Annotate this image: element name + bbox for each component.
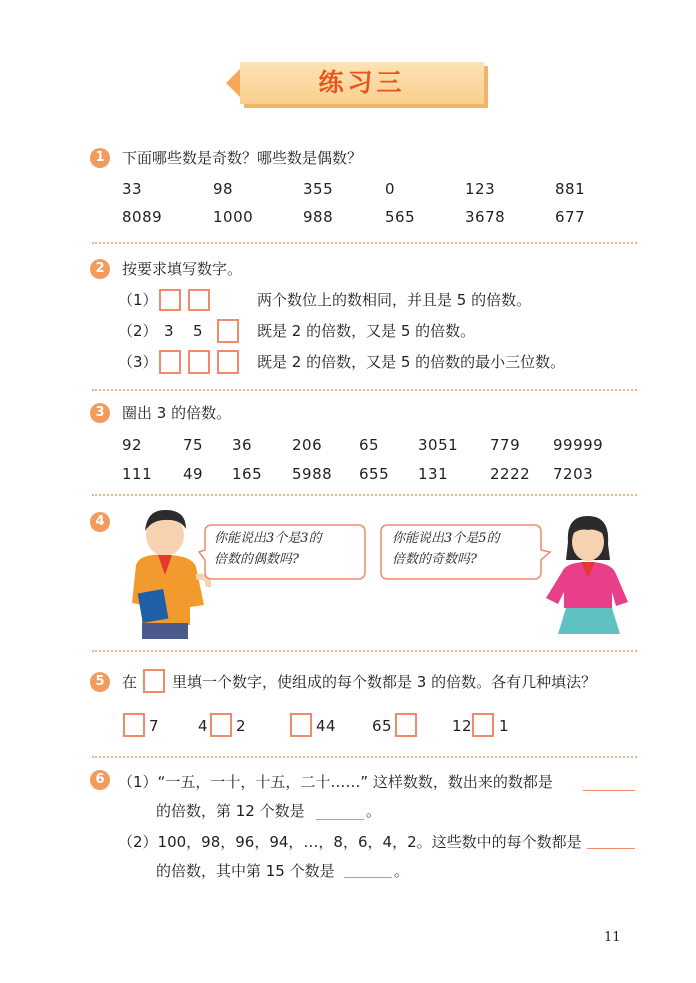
q1-number: 33 <box>122 180 143 198</box>
q1-number: 677 <box>555 208 586 226</box>
q1-number: 1000 <box>213 208 254 226</box>
q1-number: 0 <box>385 180 396 198</box>
section-divider <box>92 650 637 652</box>
q5-digits: 7 <box>149 717 160 735</box>
q2-digit: 5 <box>193 322 203 340</box>
q2-item-text: 既是 2 的倍数，又是 5 的倍数的最小三位数。 <box>257 353 566 371</box>
q3-number: 165 <box>232 465 263 483</box>
question-badge-2: 2 <box>90 259 110 279</box>
q5-digits: 2 <box>236 717 247 735</box>
q5-digits: 1 <box>499 717 510 735</box>
q1-prompt: 下面哪些数是奇数？哪些数是偶数？ <box>122 149 363 167</box>
q2-item-label: （1） <box>118 291 158 309</box>
question-badge-3: 3 <box>90 403 110 423</box>
q2-prompt: 按要求填写数字。 <box>122 260 243 278</box>
question-badge-4: 4 <box>90 512 110 532</box>
q3-number: 36 <box>232 436 253 454</box>
q2-item-text: 两个数位上的数相同，并且是 5 的倍数。 <box>257 291 532 309</box>
q1-number: 881 <box>555 180 586 198</box>
q1-number: 565 <box>385 208 416 226</box>
answer-box[interactable] <box>159 289 181 311</box>
q2-item-label: （2） <box>118 322 158 340</box>
bubble-line: 倍数的奇数吗? <box>392 552 477 567</box>
answer-blank[interactable] <box>587 848 635 849</box>
q3-number: 2222 <box>490 465 531 483</box>
q2-item-text: 既是 2 的倍数，又是 5 的倍数。 <box>257 322 476 340</box>
q6-part2-end: 。 <box>394 862 410 880</box>
q1-number: 3678 <box>465 208 506 226</box>
section-divider <box>92 756 637 758</box>
q2-digit: 3 <box>164 322 174 340</box>
q3-number: 131 <box>418 465 449 483</box>
section-divider <box>92 389 637 391</box>
question-badge-1: 1 <box>90 148 110 168</box>
answer-blank[interactable] <box>583 790 635 791</box>
answer-blank[interactable] <box>316 819 364 820</box>
answer-box[interactable] <box>188 350 210 374</box>
q1-number: 98 <box>213 180 234 198</box>
q6-part1-end: 。 <box>366 802 382 820</box>
question-badge-6: 6 <box>90 770 110 790</box>
answer-box[interactable] <box>395 713 417 737</box>
q5-digits: 12 <box>452 717 473 735</box>
answer-box[interactable] <box>159 350 181 374</box>
q3-number: 49 <box>183 465 204 483</box>
q6-part2-line2: 的倍数，其中第 15 个数是 <box>156 862 335 880</box>
q3-number: 99999 <box>553 436 604 454</box>
bubble-line: 你能说出3个是3的 <box>214 531 322 546</box>
page-number: 11 <box>604 930 621 945</box>
bubble-line: 你能说出3个是5的 <box>392 531 500 546</box>
q3-number: 206 <box>292 436 323 454</box>
q3-prompt: 圈出 3 的倍数。 <box>122 404 232 422</box>
q1-number: 123 <box>465 180 496 198</box>
title-arrow-decoration <box>226 69 240 97</box>
q2-item-label: （3） <box>118 353 158 371</box>
q6-part1-line2: 的倍数，第 12 个数是 <box>156 802 305 820</box>
section-divider <box>92 242 637 244</box>
q6-part1-line1: （1）“一五，一十，十五，二十……” 这样数数，数出来的数都是 <box>118 773 553 791</box>
answer-box[interactable] <box>188 289 210 311</box>
girl-speech-bubble <box>384 525 544 579</box>
q1-number: 8089 <box>122 208 163 226</box>
answer-box[interactable] <box>123 713 145 737</box>
bubble-line: 倍数的偶数吗? <box>214 552 299 567</box>
answer-box[interactable] <box>210 713 232 737</box>
q3-number: 111 <box>122 465 153 483</box>
girl-illustration <box>536 512 636 637</box>
q3-number: 65 <box>359 436 380 454</box>
q3-number: 75 <box>183 436 204 454</box>
q6-part2-line1: （2）100，98，96，94，…，8，6，4，2。这些数中的每个数都是 <box>118 833 582 851</box>
boy-speech-bubble <box>206 525 366 579</box>
answer-box[interactable] <box>290 713 312 737</box>
q3-number: 779 <box>490 436 521 454</box>
answer-blank[interactable] <box>344 877 392 878</box>
q3-number: 3051 <box>418 436 459 454</box>
page-title: 练习三 <box>318 68 406 97</box>
q5-prompt-end: 里填一个数字，使组成的每个数都是 3 的倍数。各有几种填法？ <box>172 673 597 691</box>
example-box <box>143 669 165 693</box>
answer-box[interactable] <box>217 319 239 343</box>
q3-number: 7203 <box>553 465 594 483</box>
q5-digits: 44 <box>316 717 337 735</box>
answer-box[interactable] <box>472 713 494 737</box>
q1-number: 988 <box>303 208 334 226</box>
q3-number: 655 <box>359 465 390 483</box>
q5-digits: 65 <box>372 717 393 735</box>
q3-number: 5988 <box>292 465 333 483</box>
answer-box[interactable] <box>217 350 239 374</box>
q5-digits: 4 <box>198 717 209 735</box>
q1-number: 355 <box>303 180 334 198</box>
q3-number: 92 <box>122 436 143 454</box>
question-badge-5: 5 <box>90 672 110 692</box>
section-divider <box>92 494 637 496</box>
q5-prompt-start: 在 <box>122 673 138 691</box>
